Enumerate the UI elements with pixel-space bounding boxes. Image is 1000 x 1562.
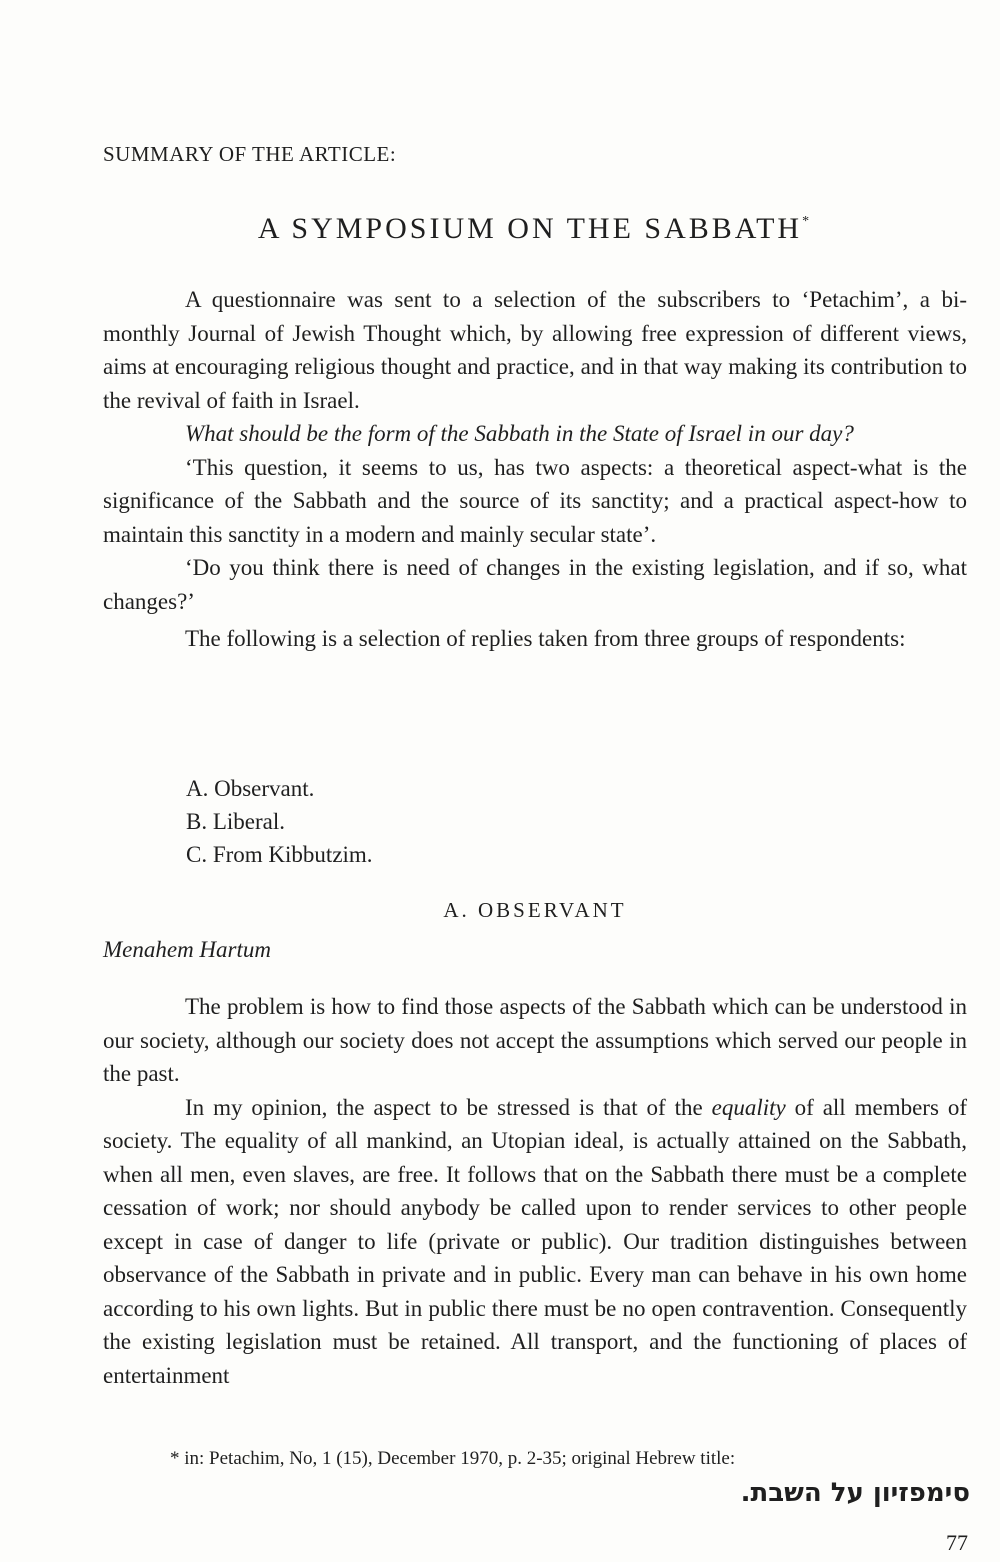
list-item: A. Observant.	[186, 776, 315, 801]
footnote: * in: Petachim, No, 1 (15), December 1970, p. 2-35; original Hebrew title:	[170, 1448, 736, 1469]
emphasis-text: equality	[711, 1094, 786, 1120]
list-item: B. Liberal.	[186, 809, 285, 834]
body-text: of all members of society. The equality of all mankind, an Utopian ideal, is actually attained on the Sabbath, when all men, even slaves, are free. It follows that on the Sabbath there must be a complete cessation of work; nor should anybody be called upon to render services to other people except in case of danger to life (private or public). Our tradition distinguishes between observance of the Sabbath in private and in public. Every man can behave in his own home according to his own lights. But in public there must be no open contravention. Consequently the existing legislation must be retained. All transport, and the functioning of places of entertainment	[103, 1094, 967, 1388]
intro-paragraph: The following is a selection of replies taken from three groups of respondents:	[185, 626, 906, 651]
article-title	[0, 212, 1000, 246]
list-item: C. From Kibbutzim.	[186, 842, 373, 867]
body-text: In my opinion, the aspect to be stressed is that of the	[185, 1094, 712, 1120]
hebrew-title: סימפזיון על השבת.	[740, 1478, 970, 1508]
question-paragraph: What should be the form of the Sabbath in the State of Israel in our day?	[185, 421, 854, 446]
page-number: 77	[946, 1530, 968, 1555]
respondent-groups-list	[186, 772, 373, 871]
article-summary-label: SUMMARY OF THE ARTICLE:	[103, 142, 397, 166]
body-paragraph: The problem is how to find those aspects of the Sabbath which can be understood in our society, although our society does not accept the assumptions which served our people in the past.	[103, 994, 967, 1086]
title-text: A SYMPOSIUM ON THE SABBATH	[257, 212, 803, 245]
body-paragraph	[103, 1091, 967, 1393]
author-name: Menahem Hartum	[103, 937, 271, 962]
intro-section	[103, 283, 967, 656]
footnote-marker: *	[802, 214, 813, 229]
intro-paragraph: ‘Do you think there is need of changes in the existing legislation, and if so, what changes?’	[103, 555, 967, 614]
intro-paragraph: A questionnaire was sent to a selection of the subscribers to ‘Petachim’, a bi-monthly Journal of Jewish Thought which, by allowing free expression of different views, aims at encouraging religious thought and practice, and in that way making its contribution to the revival of faith in Israel.	[103, 287, 967, 413]
intro-paragraph: ‘This question, it seems to us, has two aspects: a theoretical aspect-what is the significance of the Sabbath and the source of its sanctity; and a practical aspect-how to maintain this sanctity in a modern and mainly secular state’.	[103, 454, 967, 547]
body-section	[103, 990, 967, 1392]
section-heading: A. OBSERVANT	[443, 898, 627, 922]
